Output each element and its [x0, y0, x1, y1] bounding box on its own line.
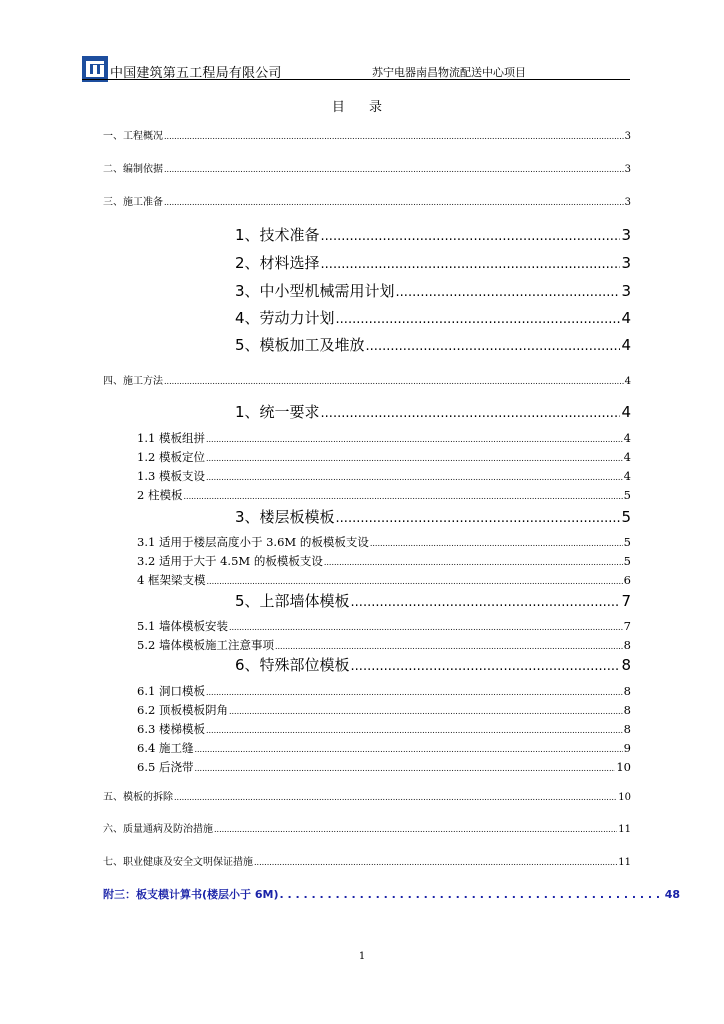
toc-entry[interactable]	[103, 127, 631, 142]
toc-entry-page: 11	[618, 824, 631, 835]
leader-dots	[324, 554, 623, 568]
toc-entry-page: 5	[623, 488, 631, 502]
toc-entry[interactable]	[103, 788, 631, 803]
leader-dots	[206, 431, 623, 445]
toc-entry-page: 8	[623, 638, 631, 652]
toc-entry-page: 4	[623, 431, 631, 445]
leader-dots	[396, 282, 621, 300]
toc-entry-page: 3	[621, 254, 631, 272]
leader-dots	[229, 619, 623, 633]
leader-dots	[194, 741, 622, 755]
toc-entry-page: 48	[664, 888, 680, 901]
toc-entry-title: 6、特殊部位模板	[235, 656, 350, 674]
toc-entry[interactable]	[137, 721, 631, 737]
toc-entry-page: 4	[624, 376, 631, 387]
toc-entry[interactable]	[103, 372, 631, 387]
toc-entry-title: 4 框架梁支模	[137, 573, 206, 587]
toc-entry[interactable]	[103, 160, 631, 175]
toc-entry-title: 四、施工方法	[103, 376, 163, 387]
toc-entry[interactable]	[137, 487, 631, 503]
leader-dots	[321, 403, 621, 421]
toc-entry[interactable]	[137, 449, 631, 465]
toc-entry[interactable]	[103, 853, 631, 868]
toc-entry-title: 3.2 适用于大于 4.5M 的板模板支设	[137, 554, 323, 568]
toc-entry-page: 4	[621, 403, 631, 421]
toc-entry[interactable]	[137, 534, 631, 550]
toc-entry-title: 3、楼层板模板	[235, 508, 335, 526]
toc-entry-title: 1、技术准备	[235, 226, 320, 244]
page-number: 1	[358, 951, 366, 962]
leader-dots	[206, 684, 623, 698]
toc-entry-page: 4	[623, 450, 631, 464]
toc-entry-title: 5、上部墙体模板	[235, 592, 350, 610]
leader-dots	[229, 703, 623, 717]
toc-entry[interactable]	[137, 553, 631, 569]
leader-dots	[370, 535, 623, 549]
leader-dots	[254, 857, 617, 868]
toc-entry[interactable]	[235, 252, 631, 273]
toc-entry-page: 7	[623, 619, 631, 633]
toc-entry[interactable]	[235, 334, 631, 355]
toc-entry-page: 9	[623, 741, 631, 755]
toc-entry[interactable]	[235, 224, 631, 245]
toc-entry-appendix[interactable]	[103, 886, 680, 902]
toc-entry-page: 3	[621, 282, 631, 300]
toc-entry-title: 六、质量通病及防治措施	[103, 824, 213, 835]
toc-entry-page: 5	[623, 554, 631, 568]
leader-dots	[206, 469, 623, 483]
toc-entry-title: 5、模板加工及堆放	[235, 336, 365, 354]
toc-entry[interactable]	[137, 637, 631, 653]
leader-dots	[164, 197, 624, 208]
toc-entry[interactable]	[137, 468, 631, 484]
leader-dots	[351, 656, 621, 674]
toc-entry-page: 6	[623, 573, 631, 587]
toc-entry[interactable]	[137, 683, 631, 699]
leader-dots	[206, 722, 623, 736]
toc-entry-title: 五、模板的拆除	[103, 792, 173, 803]
leader-dots	[206, 450, 623, 464]
toc-entry[interactable]	[235, 280, 631, 301]
project-name: 苏宁电器南昌物流配送中心项目	[372, 66, 526, 79]
toc-entry[interactable]	[103, 193, 631, 208]
toc-entry-title: 6.4 施工缝	[137, 741, 194, 755]
toc-entry[interactable]	[137, 618, 631, 634]
toc-entry[interactable]	[137, 572, 631, 588]
toc-entry[interactable]	[235, 307, 631, 328]
toc-entry-title: 3.1 适用于楼层高度小于 3.6M 的板模板支设	[137, 535, 369, 549]
toc-entry-page: 3	[624, 164, 631, 175]
toc-entry-page: 3	[624, 131, 631, 142]
toc-entry-page: 4	[621, 309, 631, 327]
toc-entry[interactable]	[103, 820, 631, 835]
toc-entry-page: 8	[623, 722, 631, 736]
toc-entry-title: 1.1 模板组拼	[137, 431, 205, 445]
toc-entry-title: 5.2 墙体模板施工注意事项	[137, 638, 274, 652]
toc-title: 目 录	[331, 100, 393, 115]
leader-dots	[206, 573, 622, 587]
toc-entry-title: 2 柱模板	[137, 488, 183, 502]
toc-entry-page: 3	[621, 226, 631, 244]
leader-dots	[366, 336, 621, 354]
toc-entry-title: 三、施工准备	[103, 197, 163, 208]
toc-entry[interactable]	[235, 401, 631, 422]
toc-entry-title: 5.1 墙体模板安装	[137, 619, 228, 633]
toc-entry[interactable]	[235, 506, 631, 527]
toc-entry[interactable]	[137, 740, 631, 756]
toc-entry-title: 1.3 模板支设	[137, 469, 205, 483]
leader-dots	[336, 309, 621, 327]
toc-entry-title: 二、编制依据	[103, 164, 163, 175]
leader-dots	[321, 226, 621, 244]
toc-entry-title: 1.2 模板定位	[137, 450, 205, 464]
toc-entry[interactable]	[137, 759, 631, 775]
toc-entry-page: 8	[621, 656, 631, 674]
toc-entry-page: 5	[621, 508, 631, 526]
leader-dots	[194, 760, 615, 774]
toc-entry-title: 6.3 楼梯模板	[137, 722, 205, 736]
leader-dots	[336, 508, 621, 526]
toc-entry-title: 七、职业健康及安全文明保证措施	[103, 857, 253, 868]
toc-entry-title: 3、中小型机械需用计划	[235, 282, 395, 300]
toc-entry-title: 1、统一要求	[235, 403, 320, 421]
header-divider	[82, 79, 630, 80]
leader-dots	[164, 164, 624, 175]
toc-entry-page: 8	[623, 684, 631, 698]
toc-entry-title: 6.2 顶板模板阴角	[137, 703, 228, 717]
toc-entry-title: 一、工程概况	[103, 131, 163, 142]
toc-entry-title: 4、劳动力计划	[235, 309, 335, 327]
leader-dots	[214, 824, 617, 835]
toc-entry-page: 4	[623, 469, 631, 483]
toc-entry-page: 8	[623, 703, 631, 717]
leader-dots	[321, 254, 621, 272]
toc-entry-page: 10	[616, 760, 631, 774]
toc-entry[interactable]	[137, 702, 631, 718]
toc-entry-page: 10	[618, 792, 631, 803]
leader-dots	[164, 376, 624, 387]
toc-entry[interactable]	[235, 590, 631, 611]
toc-entry-title: 6.5 后浇带	[137, 760, 194, 774]
toc-entry-page: 3	[624, 197, 631, 208]
leader-dots	[174, 792, 617, 803]
toc-entry-page: 4	[621, 336, 631, 354]
leader-dots	[351, 592, 621, 610]
company-name: 中国建筑第五工程局有限公司	[110, 66, 282, 81]
toc-entry-page: 5	[623, 535, 631, 549]
leader-dots	[279, 888, 663, 901]
toc-entry-title: 6.1 洞口模板	[137, 684, 205, 698]
toc-entry-page: 7	[621, 592, 631, 610]
toc-entry-title: 2、材料选择	[235, 254, 320, 272]
leader-dots	[183, 488, 622, 502]
toc-entry[interactable]	[235, 654, 631, 675]
leader-dots	[275, 638, 623, 652]
toc-entry-title: 附三：板支模计算书(楼层小于 6M)	[103, 888, 279, 901]
leader-dots	[164, 131, 624, 142]
toc-entry-page: 11	[618, 857, 631, 868]
toc-entry[interactable]	[137, 430, 631, 446]
